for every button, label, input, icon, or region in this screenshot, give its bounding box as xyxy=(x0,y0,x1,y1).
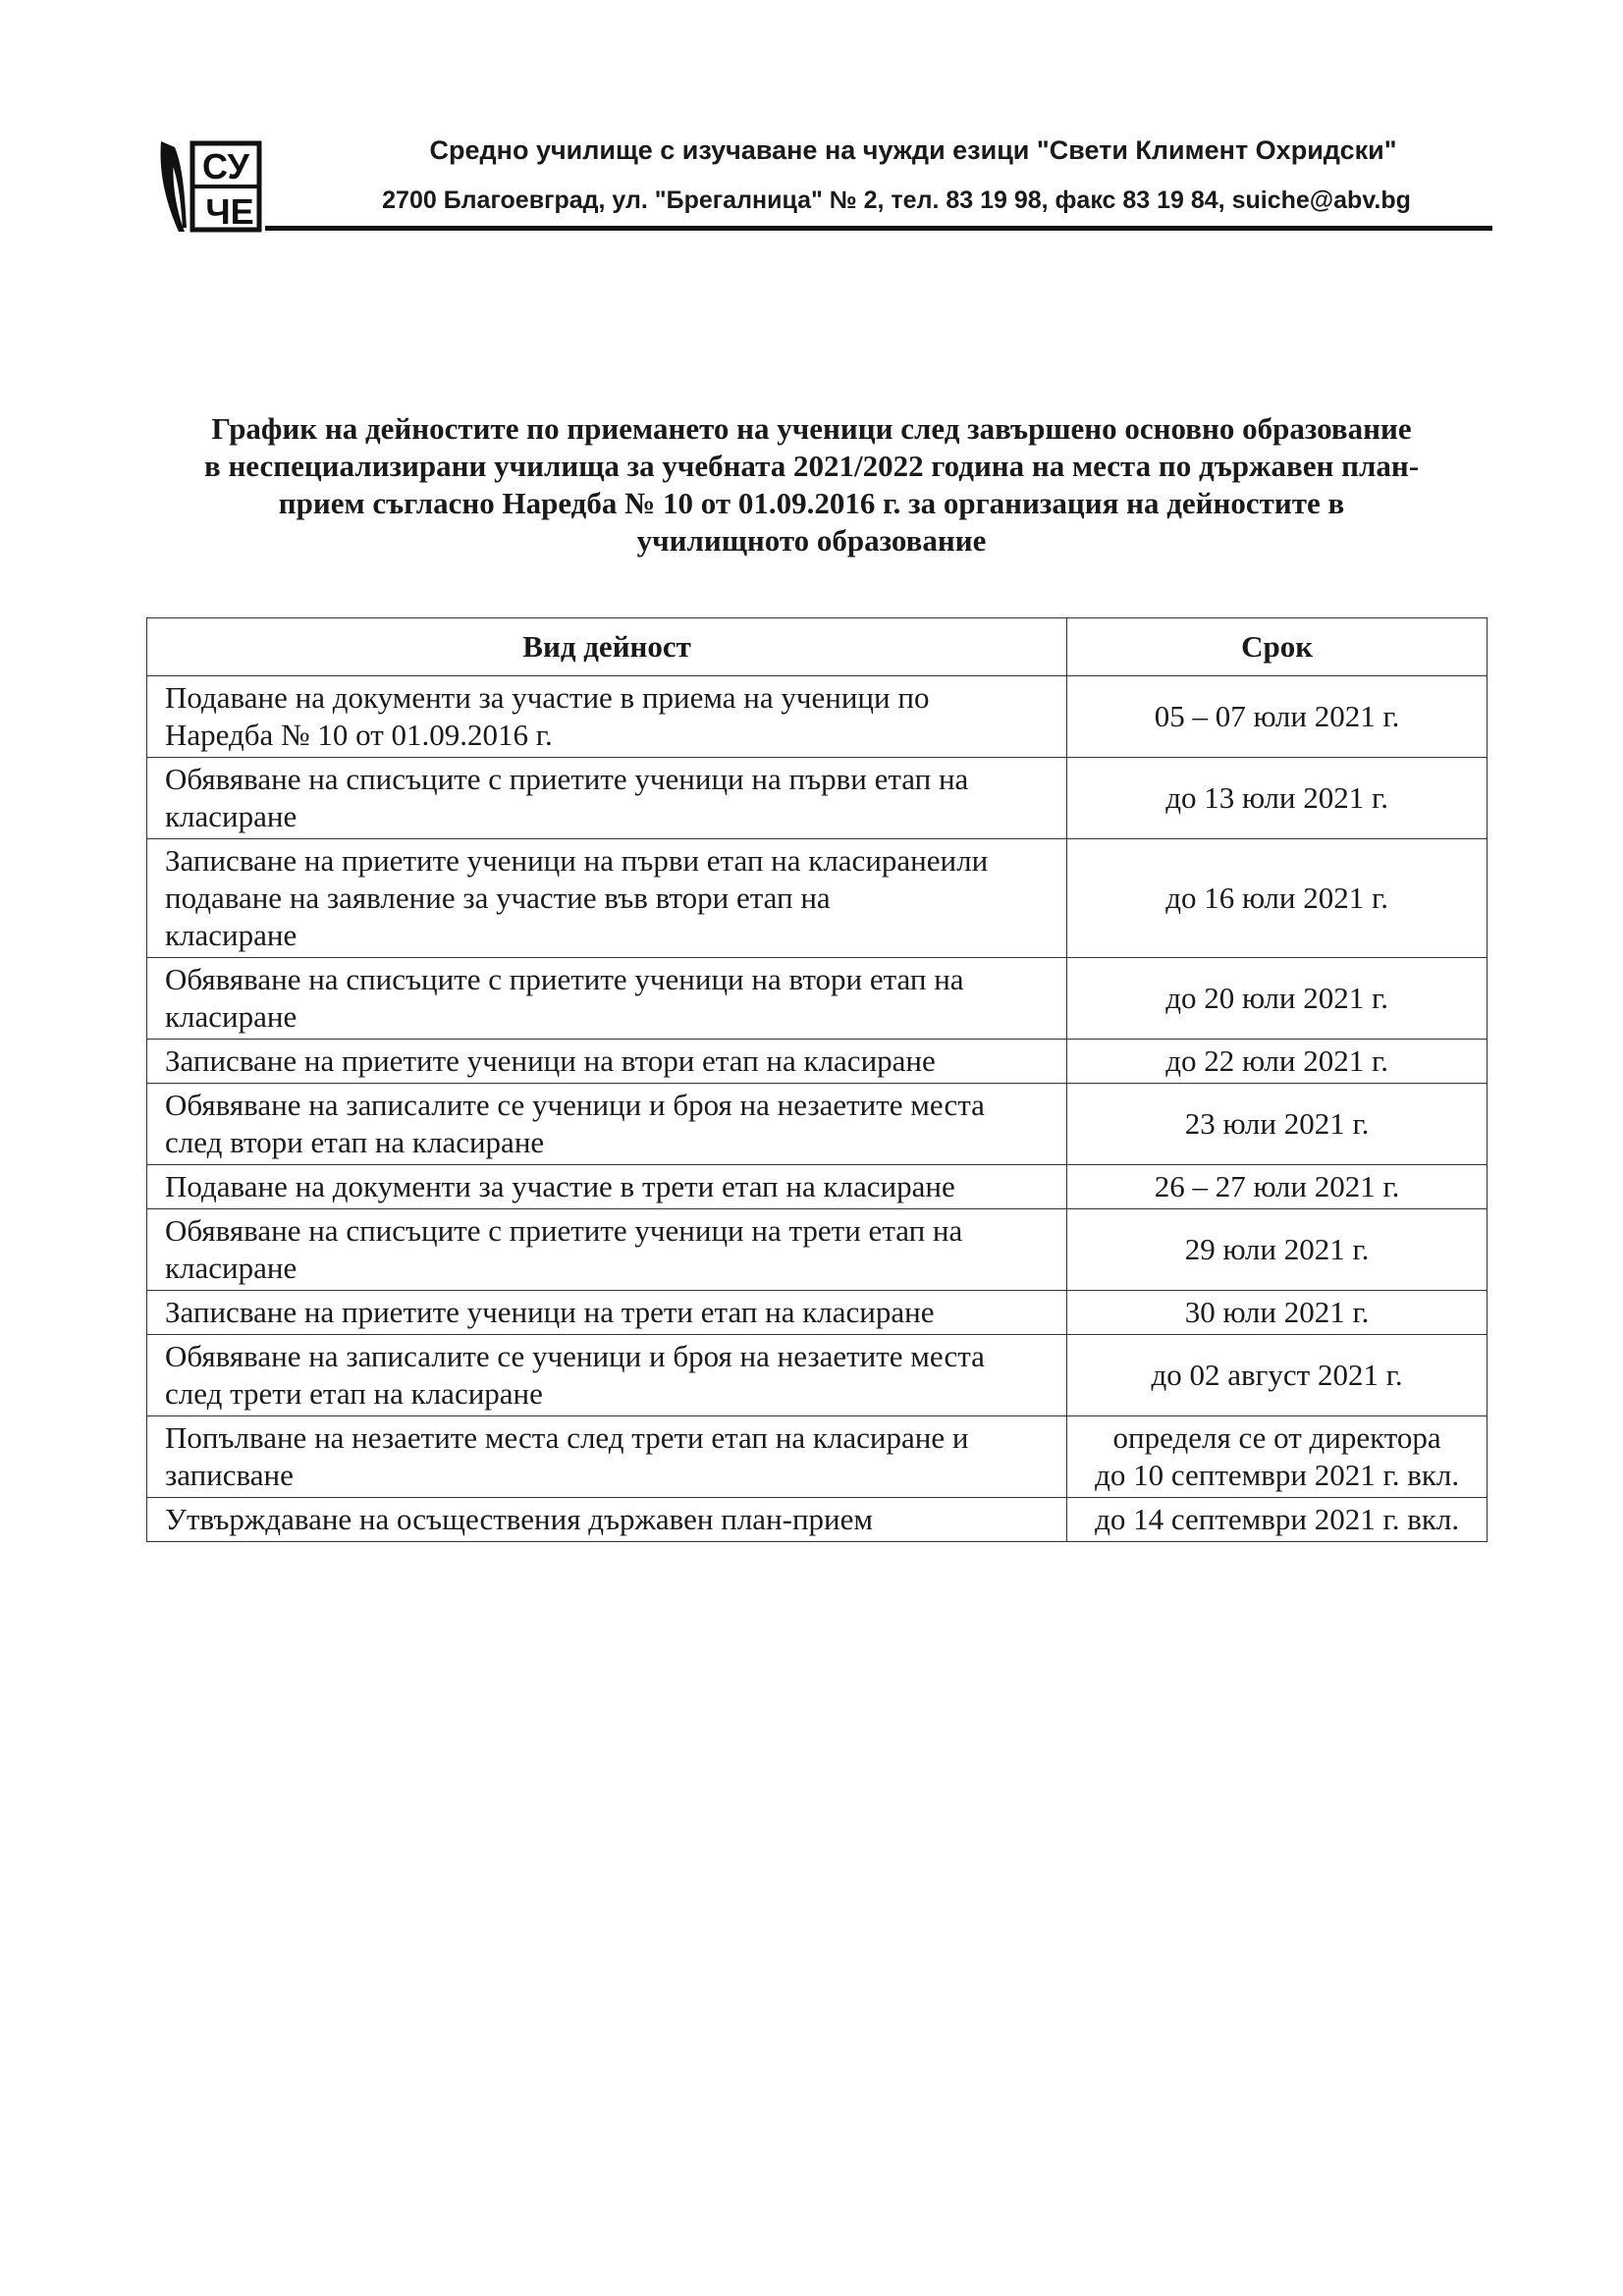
school-logo xyxy=(157,137,263,236)
header-activity: Вид дейност xyxy=(147,618,1067,676)
term-line: 23 юли 2021 г. xyxy=(1184,1106,1370,1141)
activity-line: записване xyxy=(165,1458,294,1492)
activity-cell xyxy=(147,1040,1067,1084)
document-title xyxy=(147,410,1476,560)
activity-line: Обявяване на списъците с приетите ученици на втори етап на xyxy=(165,962,964,996)
term-line: до 16 юли 2021 г. xyxy=(1165,881,1388,915)
header-term: Срок xyxy=(1067,618,1488,676)
title-line: График на дейностите по приемането на ученици след завършено основно образование xyxy=(211,411,1412,446)
activity-line: класиране xyxy=(165,918,298,952)
term-cell xyxy=(1067,758,1488,839)
term-line: определя се от директора xyxy=(1112,1420,1441,1455)
table-row xyxy=(147,1335,1488,1416)
term-line: до 22 юли 2021 г. xyxy=(1165,1043,1388,1078)
activity-cell xyxy=(147,758,1067,839)
activity-line: Попълване на незаетите места след трети етап на класиране и xyxy=(165,1420,969,1455)
term-line: 26 – 27 юли 2021 г. xyxy=(1154,1169,1400,1203)
term-line: до 10 септември 2021 г. вкл. xyxy=(1095,1458,1460,1492)
activity-cell xyxy=(147,1165,1067,1209)
activity-cell xyxy=(147,1416,1067,1498)
table-row xyxy=(147,1209,1488,1291)
term-line: до 02 август 2021 г. xyxy=(1151,1358,1403,1392)
term-cell xyxy=(1067,676,1488,758)
title-line: училищното образование xyxy=(636,523,987,558)
activity-line: Обявяване на записалите се ученици и броя на незаетите места xyxy=(165,1088,985,1122)
table-row xyxy=(147,1291,1488,1335)
activity-line: Обявяване на списъците с приетите ученици на първи етап на xyxy=(165,762,969,796)
table-row xyxy=(147,1165,1488,1209)
table-row xyxy=(147,1084,1488,1165)
letterhead-rule xyxy=(265,226,1492,231)
activity-line: Утвърждаване на осъществения държавен план-прием xyxy=(165,1502,874,1536)
table-row xyxy=(147,1416,1488,1498)
title-line: в неспециализирани училища за учебната 2021/2022 година на места по държавен план- xyxy=(203,449,1420,483)
activity-line: класиране xyxy=(165,1251,298,1285)
term-line: 29 юли 2021 г. xyxy=(1184,1232,1370,1266)
schedule-table xyxy=(146,617,1488,1542)
table-header-row xyxy=(147,618,1488,676)
activity-cell xyxy=(147,1291,1067,1335)
activity-line: след трети етап на класиране xyxy=(165,1376,543,1411)
term-line: 05 – 07 юли 2021 г. xyxy=(1154,699,1400,733)
activity-line: класиране xyxy=(165,799,298,833)
activity-cell xyxy=(147,1335,1067,1416)
table-row xyxy=(147,958,1488,1040)
activity-line: Записване на приетите ученици на трети етап на класиране xyxy=(165,1295,935,1329)
logo-text-bottom: ЧЕ xyxy=(205,191,254,232)
activity-line: подаване на заявление за участие във втори етап на xyxy=(165,881,831,915)
schedule-body xyxy=(147,676,1488,1542)
term-cell xyxy=(1067,1209,1488,1291)
term-cell xyxy=(1067,1335,1488,1416)
table-row xyxy=(147,676,1488,758)
term-cell xyxy=(1067,1165,1488,1209)
term-cell xyxy=(1067,1084,1488,1165)
term-line: до 20 юли 2021 г. xyxy=(1165,981,1388,1015)
term-cell xyxy=(1067,1416,1488,1498)
activity-cell xyxy=(147,1209,1067,1291)
letterhead xyxy=(157,132,1492,236)
term-cell xyxy=(1067,1498,1488,1542)
table-row xyxy=(147,758,1488,839)
title-line: прием съгласно Наредба № 10 от 01.09.2016 г. за организация на дейностите в xyxy=(278,486,1345,520)
school-name: Средно училище с изучаване на чужди езици "Свети Климент Охридски" xyxy=(429,135,1397,165)
activity-cell xyxy=(147,958,1067,1040)
term-line: до 14 септември 2021 г. вкл. xyxy=(1095,1502,1460,1536)
activity-line: Наредба № 10 от 01.09.2016 г. xyxy=(165,718,553,752)
term-line: до 13 юли 2021 г. xyxy=(1165,780,1388,815)
activity-line: Записване на приетите ученици на първи етап на класиранеили xyxy=(165,843,989,878)
logo-text-top: СУ xyxy=(202,146,249,187)
term-cell xyxy=(1067,958,1488,1040)
term-cell xyxy=(1067,839,1488,958)
activity-cell xyxy=(147,1498,1067,1542)
activity-line: Обявяване на записалите се ученици и броя на незаетите места xyxy=(165,1339,985,1373)
activity-line: след втори етап на класиране xyxy=(165,1125,545,1159)
term-cell xyxy=(1067,1291,1488,1335)
activity-line: Записване на приетите ученици на втори етап на класиране xyxy=(165,1043,936,1078)
activity-cell xyxy=(147,1084,1067,1165)
table-row xyxy=(147,839,1488,958)
term-cell xyxy=(1067,1040,1488,1084)
activity-line: Обявяване на списъците с приетите ученици на трети етап на xyxy=(165,1213,963,1248)
table-row xyxy=(147,1040,1488,1084)
school-address: 2700 Благоевград, ул. "Брегалница" № 2, тел. 83 19 98, факс 83 19 84, suiche@abv.bg xyxy=(382,187,1411,214)
term-line: 30 юли 2021 г. xyxy=(1184,1295,1370,1329)
activity-line: Подаване на документи за участие в приема на ученици по xyxy=(165,680,930,715)
activity-line: класиране xyxy=(165,999,298,1034)
table-row xyxy=(147,1498,1488,1542)
activity-line: Подаване на документи за участие в трети етап на класиране xyxy=(165,1169,955,1203)
activity-cell xyxy=(147,676,1067,758)
activity-cell xyxy=(147,839,1067,958)
